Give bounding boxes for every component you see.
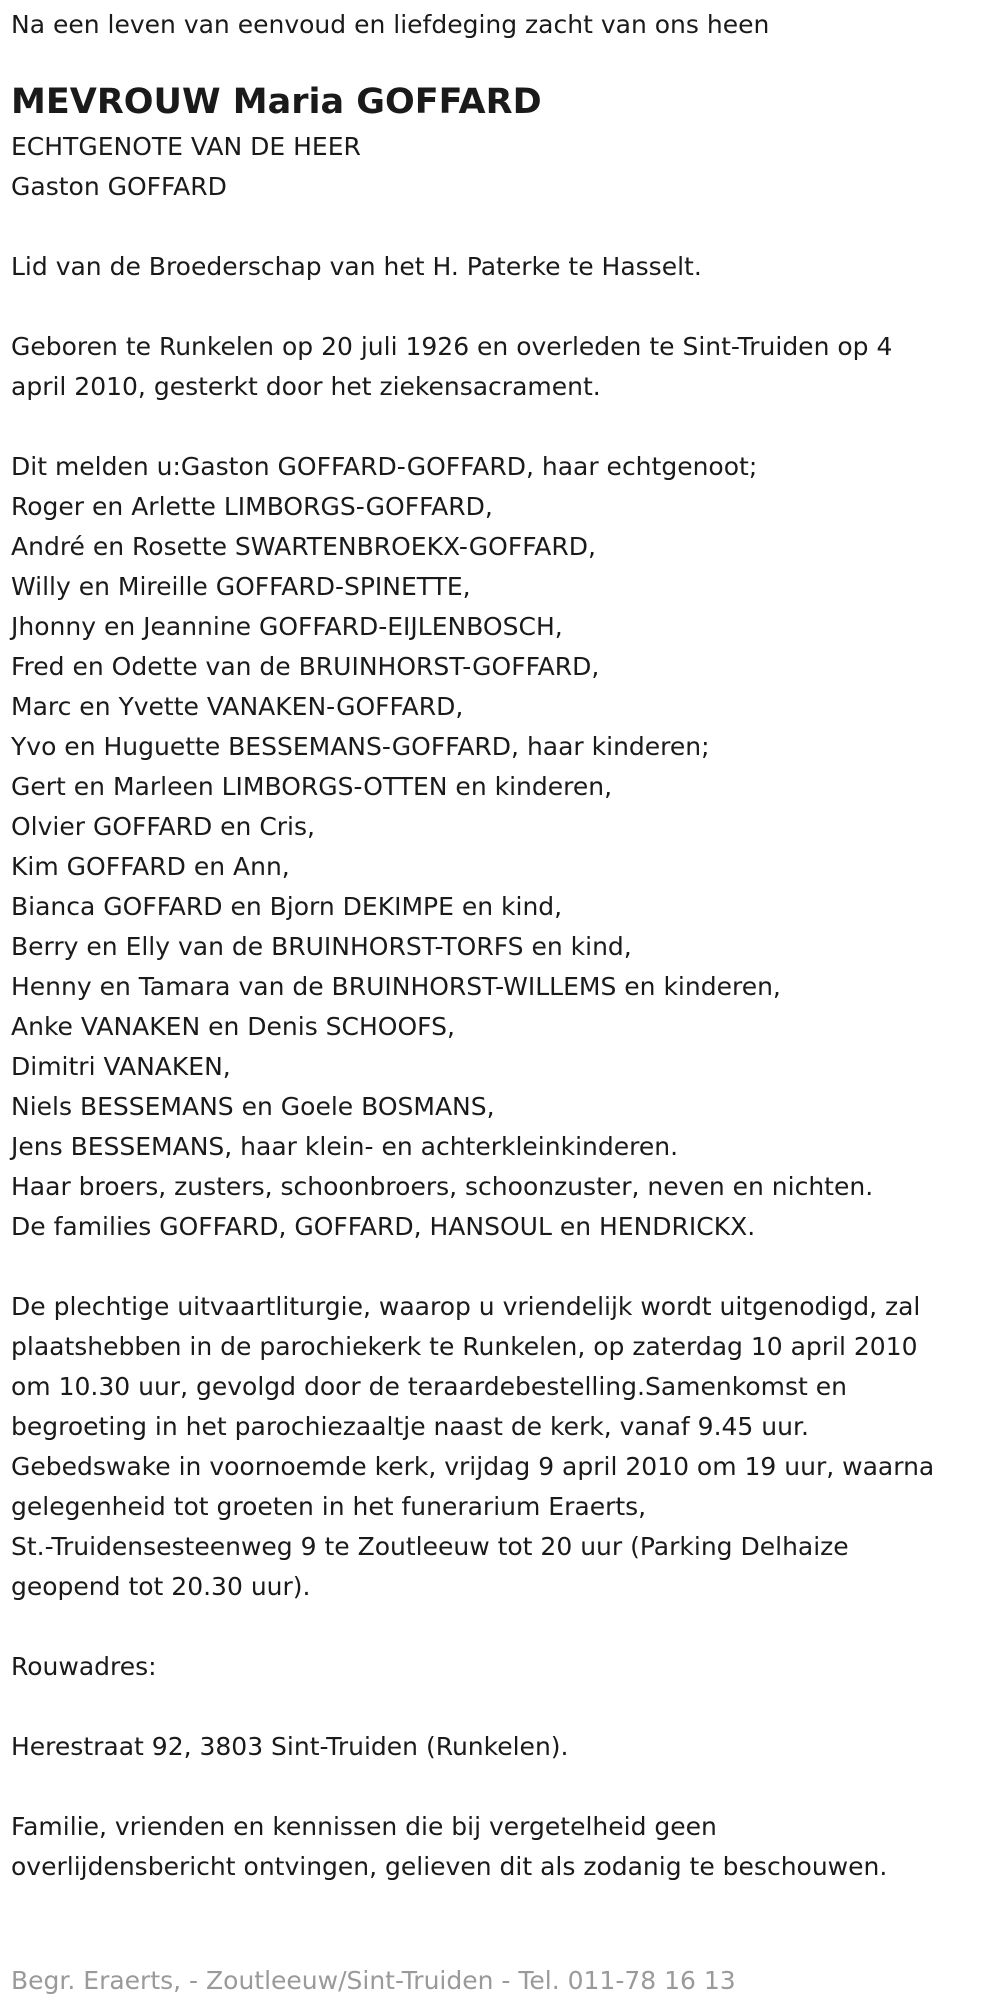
ceremony-line: De plechtige uitvaartliturgie, waarop u vriendelijk wordt uitgenodigd, zal <box>11 1292 921 1321</box>
birth-death-line: april 2010, gesterkt door het ziekensacrament. <box>11 372 601 401</box>
family-line: Haar broers, zusters, schoonbroers, schoonzuster, neven en nichten. <box>11 1172 874 1201</box>
family-line: De families GOFFARD, GOFFARD, HANSOUL en HENDRICKX. <box>11 1212 756 1241</box>
family-line: Jhonny en Jeannine GOFFARD-EIJLENBOSCH, <box>11 612 563 641</box>
membership-line: Lid van de Broederschap van het H. Paterke te Hasselt. <box>11 252 702 281</box>
ceremony-line: gelegenheid tot groeten in het funerarium Eraerts, <box>11 1492 647 1521</box>
ceremony-line: plaatshebben in de parochiekerk te Runkelen, op zaterdag 10 april 2010 <box>11 1332 918 1361</box>
closing-block <box>11 1807 1000 1887</box>
family-line: Willy en Mireille GOFFARD-SPINETTE, <box>11 572 471 601</box>
family-line: Roger en Arlette LIMBORGS-GOFFARD, <box>11 492 493 521</box>
funeral-home-footer: Begr. Eraerts, - Zoutleeuw/Sint-Truiden - Tel. 011-78 16 13 <box>11 1966 736 1995</box>
closing-line: overlijdensbericht ontvingen, gelieven dit als zodanig te beschouwen. <box>11 1852 888 1881</box>
rouwadres-label: Rouwadres: <box>11 1652 157 1681</box>
birth-death-line: Geboren te Runkelen op 20 juli 1926 en overleden te Sint-Truiden op 4 <box>11 332 893 361</box>
ceremony-line: begroeting in het parochiezaaltje naast de kerk, vanaf 9.45 uur. <box>11 1412 809 1441</box>
family-line: Yvo en Huguette BESSEMANS-GOFFARD, haar kinderen; <box>11 732 710 761</box>
ceremony-line: geopend tot 20.30 uur). <box>11 1572 311 1601</box>
family-line: Kim GOFFARD en Ann, <box>11 852 290 881</box>
spouse-name: Gaston GOFFARD <box>11 172 227 201</box>
rouwadres-label-block <box>11 1647 1000 1687</box>
membership-block <box>11 247 1000 287</box>
family-line: Jens BESSEMANS, haar klein- en achterkleinkinderen. <box>11 1132 679 1161</box>
spouse-label: ECHTGENOTE VAN DE HEER <box>11 132 361 161</box>
family-line: André en Rosette SWARTENBROEKX-GOFFARD, <box>11 532 596 561</box>
ceremony-line: om 10.30 uur, gevolgd door de teraardebestelling.Samenkomst en <box>11 1372 847 1401</box>
intro-line: Na een leven van eenvoud en liefdeging zacht van ons heen <box>11 10 770 39</box>
family-line: Gert en Marleen LIMBORGS-OTTEN en kinderen, <box>11 772 613 801</box>
family-line: Dimitri VANAKEN, <box>11 1052 231 1081</box>
rouwadres-address: Herestraat 92, 3803 Sint-Truiden (Runkelen). <box>11 1732 569 1761</box>
family-line: Anke VANAKEN en Denis SCHOOFS, <box>11 1012 455 1041</box>
family-line: Niels BESSEMANS en Goele BOSMANS, <box>11 1092 495 1121</box>
deceased-name: MEVROUW Maria GOFFARD <box>11 82 542 122</box>
family-line: Berry en Elly van de BRUINHORST-TORFS en kind, <box>11 932 632 961</box>
rouwadres-block <box>11 1727 1000 1767</box>
family-line: Bianca GOFFARD en Bjorn DEKIMPE en kind, <box>11 892 563 921</box>
ceremony-line: Gebedswake in voornoemde kerk, vrijdag 9 april 2010 om 19 uur, waarna <box>11 1452 935 1481</box>
family-line: Dit melden u:Gaston GOFFARD-GOFFARD, haar echtgenoot; <box>11 452 758 481</box>
family-line: Marc en Yvette VANAKEN-GOFFARD, <box>11 692 464 721</box>
family-block <box>11 447 1000 1247</box>
family-line: Henny en Tamara van de BRUINHORST-WILLEMS en kinderen, <box>11 972 781 1001</box>
family-line: Fred en Odette van de BRUINHORST-GOFFARD, <box>11 652 600 681</box>
ceremony-line: St.-Truidensesteenweg 9 te Zoutleeuw tot 20 uur (Parking Delhaize <box>11 1532 849 1561</box>
birth-death-block <box>11 327 1000 407</box>
ceremony-block <box>11 1287 1000 1607</box>
closing-line: Familie, vrienden en kennissen die bij vergetelheid geen <box>11 1812 717 1841</box>
family-line: Olvier GOFFARD en Cris, <box>11 812 315 841</box>
